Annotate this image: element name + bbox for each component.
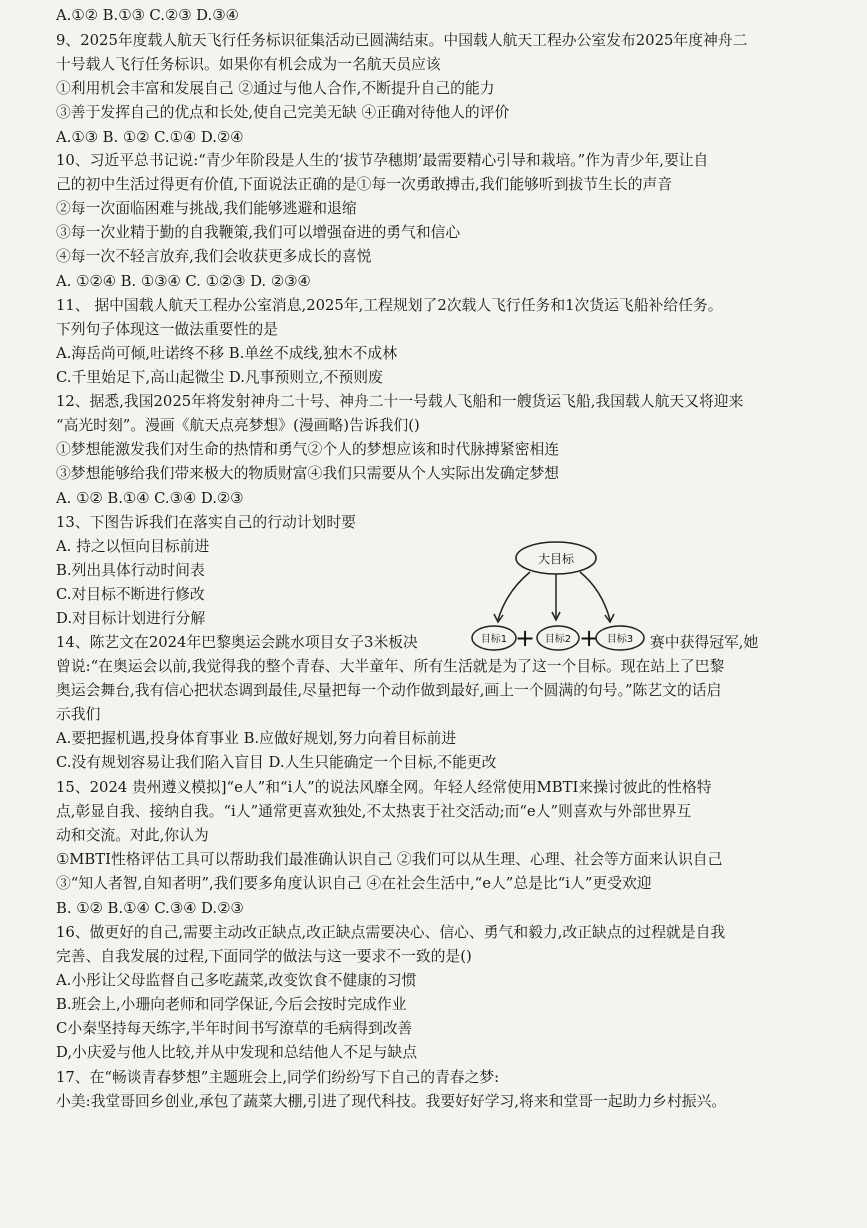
q12-statements-34: ③梦想能够给我们带来极大的物质财富④我们只需要从个人实际出发确定梦想 — [56, 465, 560, 482]
q10-stem-line1: 10、习近平总书记说:“青少年阶段是人生的‘拔节孕穗期’最需要精心引导和栽培。”作为青少年,要让自 — [56, 152, 709, 169]
plus-sign-2: + — [578, 624, 600, 652]
q12-stem-line1: 12、据悉,我国2025年将发射神舟二十号、神舟二十一号载人飞船和一艘货运飞船,我国载人航天又将迎来 — [56, 393, 744, 410]
goal3-label: 目标3 — [606, 634, 634, 645]
q15-stem-line3: 动和交流。对此,你认为 — [56, 827, 209, 844]
q16-option-a: A.小彤让父母监督自己多吃蔬菜,改变饮食不健康的习惯 — [56, 972, 417, 989]
q17-xiaomei-response: 小美:我堂哥回乡创业,承包了蔬菜大棚,引进了现代科技。我要好好学习,将来和堂哥一起助力乡村振兴。 — [56, 1093, 727, 1110]
plus-sign-1: + — [514, 624, 536, 652]
q14-options-cd: C.没有规划容易让我们陷入盲目 D.人生只能确定一个目标,不能更改 — [56, 754, 497, 771]
q15-stem-line1: 15、2024 贵州遵义模拟]“e人”和“i人”的说法风靡全网。年轻人经常使用MBTI来操讨彼此的性格特 — [56, 779, 712, 796]
q12-options: A. ①② B.①④ C.③④ D.②③ — [56, 490, 244, 507]
q12-stem-line2: “高光时刻”。漫画《航天点亮梦想》(漫画略)告诉我们() — [56, 417, 420, 434]
q16-stem-line1: 16、做更好的自己,需要主动改正缺点,改正缺点需要决心、信心、勇气和毅力,改正缺点的过程就是自我 — [56, 924, 726, 941]
q8-options: A.①② B.①③ C.②③ D.③④ — [56, 7, 239, 24]
q9-options: A.①③ B. ①② C.①④ D.②④ — [56, 129, 244, 146]
q9-statements-12: ①利用机会丰富和发展自己 ②通过与他人合作,不断提升自己的能力 — [56, 80, 495, 97]
arrow-to-goal1 — [498, 572, 530, 620]
goal2-label: 目标2 — [544, 634, 572, 645]
q10-statement-2: ②每一次面临困难与挑战,我们能够逃避和退缩 — [56, 200, 357, 217]
goal-breakdown-diagram — [468, 540, 654, 658]
big-goal-label: 大目标 — [537, 552, 575, 566]
q11-options-ab: A.海岳尚可倾,吐诺终不移 B.单丝不成线,独木不成林 — [56, 345, 398, 362]
q15-stem-line2: 点,彰显自我、接纳自我。“i人”通常更喜欢独处,不太热衷于社交活动;而“e人”则喜欢与外部世界互 — [56, 803, 692, 820]
q13-option-d: D.对目标计划进行分解 — [56, 610, 206, 627]
q10-statement-4: ④每一次不轻言放弃,我们会收获更多成长的喜悦 — [56, 248, 372, 265]
q14-options-ab: A.要把握机遇,投身体育事业 B.应做好规划,努力向着目标前进 — [56, 730, 457, 747]
q13-option-c: C.对目标不断进行修改 — [56, 586, 205, 603]
q11-stem-line1: 11、 据中国载人航天工程办公室消息,2025年,工程规划了2次载人飞行任务和1次货运飞船补给任务。 — [56, 297, 723, 314]
q17-stem: 17、在“畅谈青春梦想”主题班会上,同学们纷纷写下自己的青春之梦: — [56, 1069, 500, 1086]
q10-stem-line2: 己的初中生活过得更有价值,下面说法正确的是①每一次勇敢搏击,我们能够听到拔节生长的声音 — [56, 176, 673, 193]
q16-stem-line2: 完善、自我发展的过程,下面同学的做法与这一要求不一致的是() — [56, 948, 472, 965]
q14-stem-line1-part1: 14、陈艺文在2024年巴黎奥运会跳水项目女子3米板决 — [56, 634, 418, 651]
q9-statements-34: ③善于发挥自己的优点和长处,使自己完美无缺 ④正确对待他人的评价 — [56, 104, 510, 121]
q16-option-d: D,小庆爱与他人比较,并从中发现和总结他人不足与缺点 — [56, 1044, 418, 1061]
arrow-to-goal3 — [580, 572, 610, 620]
q11-options-cd: C.千里始足下,高山起微尘 D.凡事预则立,不预则废 — [56, 369, 383, 386]
goal1-label: 目标1 — [480, 634, 508, 645]
q11-stem-line2: 下列句子体现这一做法重要性的是 — [56, 321, 278, 338]
q14-stem-line4: 示我们 — [56, 706, 101, 723]
q12-statements-12: ①梦想能激发我们对生命的热情和勇气②个人的梦想应该和时代脉搏紧密相连 — [56, 441, 560, 458]
q15-statements-12: ①MBTI性格评估工具可以帮助我们最准确认识自己 ②我们可以从生理、心理、社会等方面来认识自己 — [56, 851, 723, 868]
q10-options: A. ①②④ B. ①③④ C. ①②③ D. ②③④ — [56, 273, 311, 290]
q16-option-c: C小秦坚持每天练字,半年时间书写潦草的毛病得到改善 — [56, 1020, 413, 1037]
q9-stem-line1: 9、2025年度载人航天飞行任务标识征集活动已圆满结束。中国载人航天工程办公室发布2025年度神舟二 — [56, 32, 748, 49]
q16-option-b: B.班会上,小珊向老师和同学保证,今后会按时完成作业 — [56, 996, 407, 1013]
q14-stem-line2: 曾说:“在奥运会以前,我觉得我的整个青春、大半童年、所有生活就是为了这一个目标。现在站上了巴黎 — [56, 658, 725, 675]
q13-option-a: A. 持之以恒向目标前进 — [56, 538, 210, 555]
q15-statements-34: ③“知人者智,自知者明”,我们要多角度认识自己 ④在社会生活中,“e人”总是比“i人”更受欢迎 — [56, 875, 652, 892]
q15-options: B. ①② B.①④ C.③④ D.②③ — [56, 900, 244, 917]
q10-statement-3: ③每一次业精于勤的自我鞭策,我们可以增强奋进的勇气和信心 — [56, 224, 461, 241]
q14-stem-line1-part2: 赛中获得冠军,她 — [650, 634, 759, 651]
q13-stem: 13、下图告诉我们在落实自己的行动计划时要 — [56, 514, 356, 531]
q14-stem-line3: 奥运会舞台,我有信心把状态调到最佳,尽量把每一个动作做到最好,画上一个圆满的句号。”陈艺文的话启 — [56, 682, 722, 699]
q13-option-b: B.列出具体行动时间表 — [56, 562, 205, 579]
q9-stem-line2: 十号载人飞行任务标识。如果你有机会成为一名航天员应该 — [56, 56, 441, 73]
